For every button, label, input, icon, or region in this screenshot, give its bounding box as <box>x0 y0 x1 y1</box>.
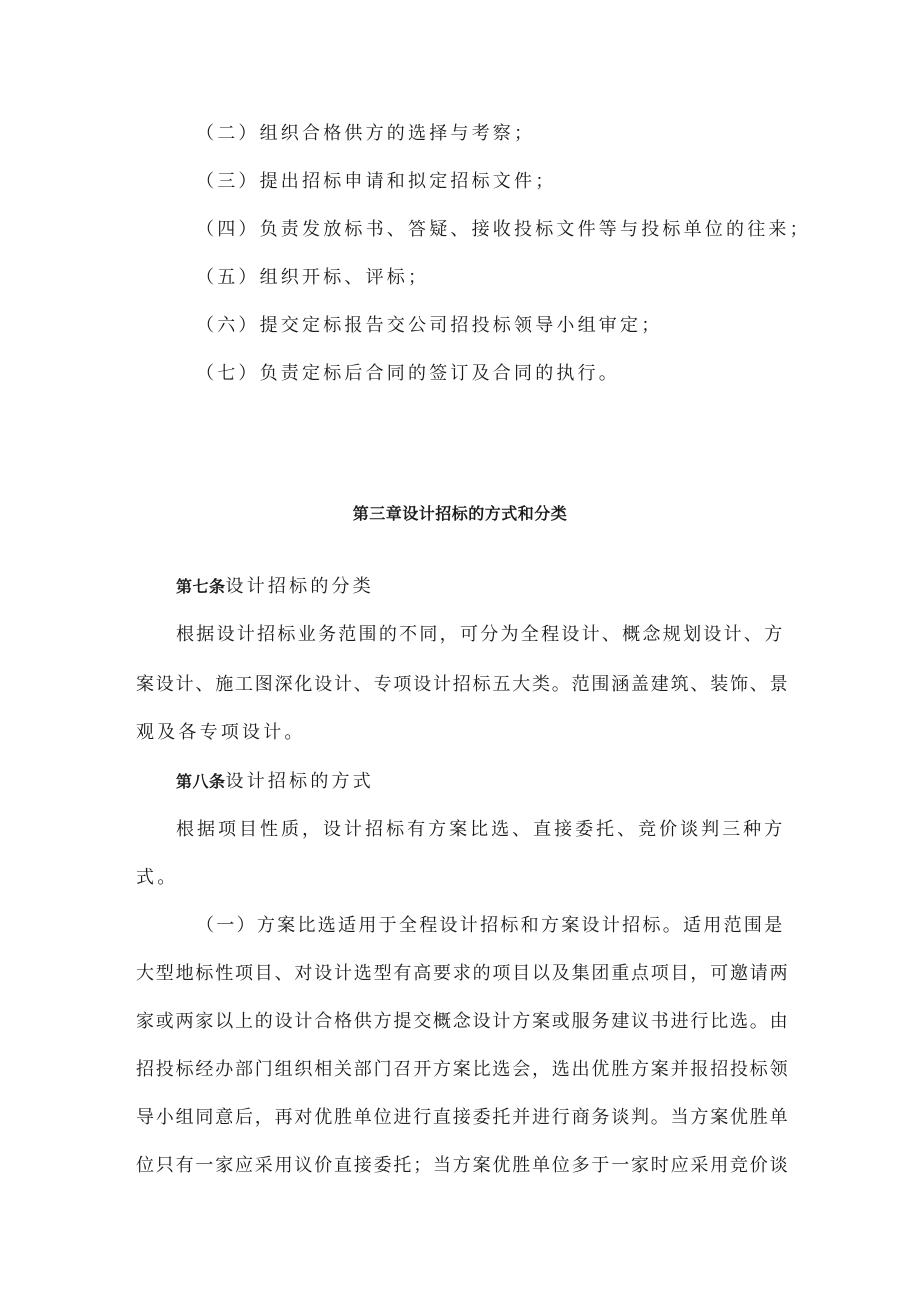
paragraph-line: 案设计、施工图深化设计、专项设计招标五大类。范围涵盖建筑、装饰、景 <box>136 674 790 695</box>
article-number: 第八条 <box>176 772 226 791</box>
paragraph-line: 家或两家以上的设计合格供方提交概念设计方案或服务建议书进行比选。由 <box>136 1011 790 1032</box>
article-title: 设计招标的方式 <box>225 771 374 792</box>
paragraph-line: 根据设计招标业务范围的不同，可分为全程设计、概念规划设计、方 <box>176 624 784 645</box>
list-item: （五）组织开标、评标； <box>196 267 430 288</box>
article-number: 第七条 <box>176 577 226 596</box>
paragraph-line: 导小组同意后，再对优胜单位进行直接委托并进行商务谈判。当方案优胜单 <box>136 1107 790 1128</box>
chapter-title: 第三章设计招标的方式和分类 <box>352 504 568 523</box>
paragraph-line: 招投标经办部门组织相关部门召开方案比选会，选出优胜方案并报招投标领 <box>136 1059 790 1080</box>
list-item: （二）组织合格供方的选择与考察； <box>196 123 536 144</box>
paragraph-line: 根据项目性质，设计招标有方案比选、直接委托、竞价谈判三种方 <box>176 819 784 840</box>
list-item: （六）提交定标报告交公司招投标领导小组审定； <box>196 315 663 336</box>
paragraph-line: 位只有一家应采用议价直接委托；当方案优胜单位多于一家时应采用竞价谈 <box>136 1155 790 1176</box>
article-heading <box>176 770 374 794</box>
article-title: 设计招标的分类 <box>225 576 374 597</box>
paragraph-line: 式。 <box>136 867 179 888</box>
list-item: （四）负责发放标书、答疑、接收投标文件等与投标单位的往来； <box>196 219 811 240</box>
paragraph-line: 观及各专项设计。 <box>136 722 306 743</box>
list-item: （三）提出招标申请和拟定招标文件； <box>196 171 557 192</box>
article-heading <box>176 575 374 599</box>
paragraph-line: 大型地标性项目、对设计选型有高要求的项目以及集团重点项目，可邀请两 <box>136 963 790 984</box>
paragraph-line: （一）方案比选适用于全程设计招标和方案设计招标。适用范围是 <box>196 915 784 936</box>
list-item: （七）负责定标后合同的签订及合同的执行。 <box>196 363 620 384</box>
